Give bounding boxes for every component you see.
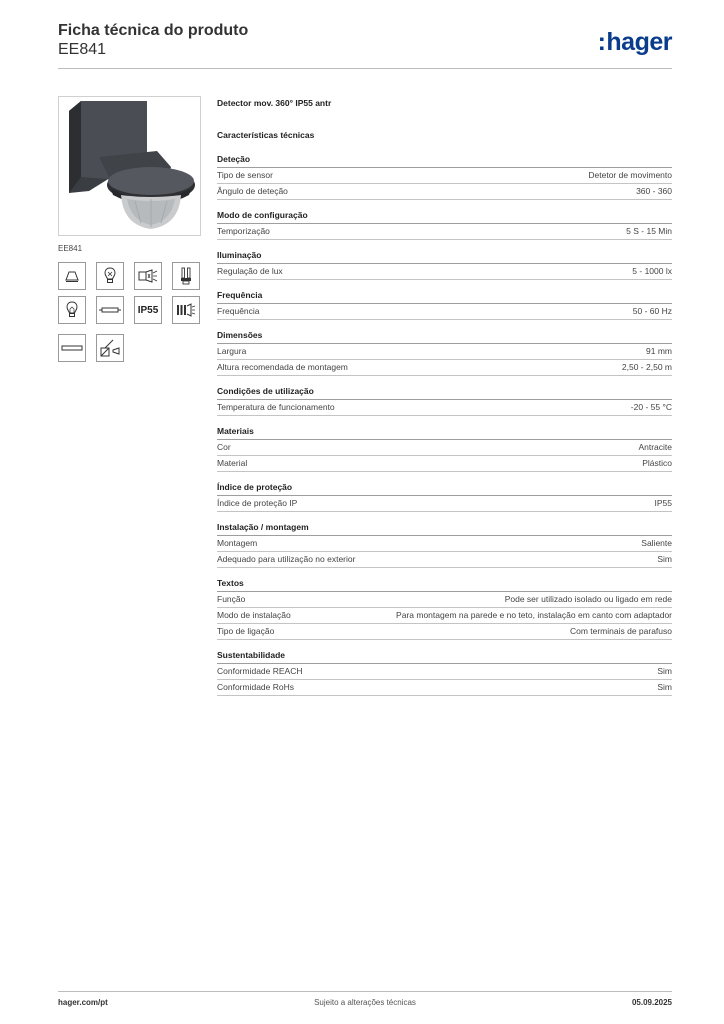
spec-row <box>217 360 672 376</box>
footer-date: 05.09.2025 <box>631 998 672 1007</box>
fluorescent-tube-icon <box>96 296 124 324</box>
logo-text: hager <box>606 28 672 56</box>
spec-section <box>217 577 672 640</box>
header-divider <box>58 68 672 69</box>
spec-label: Adequado para utilização no exterior <box>217 554 356 564</box>
spec-value: 2,50 - 2,50 m <box>621 362 672 372</box>
section-title: Sustentabilidade <box>217 649 672 664</box>
spec-label: Altura recomendada de montagem <box>217 362 348 372</box>
spec-value: Sim <box>657 682 672 692</box>
section-title: Textos <box>217 577 672 592</box>
incandescent-bulb-icon <box>58 296 86 324</box>
compact-fluorescent-icon <box>172 262 200 290</box>
spec-value: 91 mm <box>646 346 672 356</box>
hager-logo: :hager <box>597 28 672 56</box>
section-title: Dimensões <box>217 329 672 344</box>
spec-label: Conformidade REACH <box>217 666 303 676</box>
spec-label: Material <box>217 458 248 468</box>
spec-label: Temperatura de funcionamento <box>217 402 335 412</box>
spec-row <box>217 168 672 184</box>
spec-value: 360 - 360 <box>636 186 672 196</box>
spec-section <box>217 385 672 416</box>
spec-section <box>217 209 672 240</box>
spec-value: 5 - 1000 lx <box>632 266 672 276</box>
spec-label: Largura <box>217 346 247 356</box>
ip55-rating-icon <box>134 296 162 324</box>
section-title: Modo de configuração <box>217 209 672 224</box>
led-driver-icon <box>172 296 200 324</box>
product-photo <box>58 96 201 236</box>
low-voltage-transformer-icon <box>96 334 124 362</box>
linear-tube-icon <box>58 334 86 362</box>
section-title: Iluminação <box>217 249 672 264</box>
spec-label: Montagem <box>217 538 258 548</box>
spec-row <box>217 608 672 624</box>
tech-characteristics-title: Características técnicas <box>217 130 315 140</box>
spec-sections <box>217 153 672 696</box>
section-title: Materiais <box>217 425 672 440</box>
spec-value: Pode ser utilizado isolado ou ligado em rede <box>504 594 672 604</box>
spec-row <box>217 624 672 640</box>
ip-rating-label: IP55 <box>137 304 159 316</box>
spec-label: Tipo de sensor <box>217 170 273 180</box>
spec-row <box>217 592 672 608</box>
section-title: Frequência <box>217 289 672 304</box>
page-title: Ficha técnica do produto <box>58 22 249 39</box>
spec-value: Saliente <box>641 538 672 548</box>
section-title: Instalação / montagem <box>217 521 672 536</box>
spec-row <box>217 536 672 552</box>
spec-row <box>217 224 672 240</box>
spec-row <box>217 664 672 680</box>
spec-value: Sim <box>657 554 672 564</box>
spec-label: Frequência <box>217 306 260 316</box>
spec-value: Para montagem na parede e no teto, instalação em canto com adaptador <box>396 610 672 620</box>
spec-label: Tipo de ligação <box>217 626 275 636</box>
spec-label: Temporização <box>217 226 270 236</box>
spec-value: Com terminais de parafuso <box>569 626 672 636</box>
spec-section <box>217 289 672 320</box>
spec-label: Ângulo de deteção <box>217 186 288 196</box>
motion-detector-image <box>59 97 200 235</box>
section-title: Condições de utilização <box>217 385 672 400</box>
photo-caption: EE841 <box>58 244 83 253</box>
footer-divider <box>58 991 672 992</box>
section-title: Deteção <box>217 153 672 168</box>
spec-value: 5 S - 15 Min <box>626 226 672 236</box>
spec-row <box>217 496 672 512</box>
product-name: Detector mov. 360° IP55 antr <box>217 98 332 108</box>
spec-label: Conformidade RoHs <box>217 682 295 692</box>
spec-row <box>217 184 672 200</box>
spec-value: -20 - 55 °C <box>630 402 672 412</box>
halogen-bulb-icon <box>96 262 124 290</box>
spec-section <box>217 481 672 512</box>
spec-section <box>217 153 672 200</box>
spec-section <box>217 329 672 376</box>
spec-value: Plástico <box>642 458 672 468</box>
spec-section <box>217 649 672 696</box>
spec-row <box>217 680 672 696</box>
product-code: EE841 <box>58 41 107 58</box>
spec-value: Sim <box>657 666 672 676</box>
footer-website[interactable]: hager.com/pt <box>58 998 108 1007</box>
spec-row <box>217 552 672 568</box>
section-title: Índice de proteção <box>217 481 672 496</box>
footer-notice: Sujeito a alterações técnicas <box>314 998 416 1007</box>
spec-label: Função <box>217 594 246 604</box>
spec-row <box>217 264 672 280</box>
spec-label: Regulação de lux <box>217 266 283 276</box>
spec-content <box>217 96 672 705</box>
spec-section <box>217 521 672 568</box>
spec-label: Índice de proteção IP <box>217 498 298 508</box>
spec-value: Detetor de movimento <box>588 170 672 180</box>
spec-row <box>217 400 672 416</box>
document-header <box>58 22 672 70</box>
led-spot-icon <box>134 262 162 290</box>
spec-row <box>217 304 672 320</box>
spec-section <box>217 425 672 472</box>
spec-row <box>217 440 672 456</box>
spec-label: Modo de instalação <box>217 610 291 620</box>
spec-row <box>217 456 672 472</box>
lamp-shade-icon <box>58 262 86 290</box>
spec-value: IP55 <box>654 498 672 508</box>
spec-value: 50 - 60 Hz <box>632 306 672 316</box>
spec-value: Antracite <box>638 442 672 452</box>
spec-section <box>217 249 672 280</box>
spec-label: Cor <box>217 442 231 452</box>
spec-row <box>217 344 672 360</box>
